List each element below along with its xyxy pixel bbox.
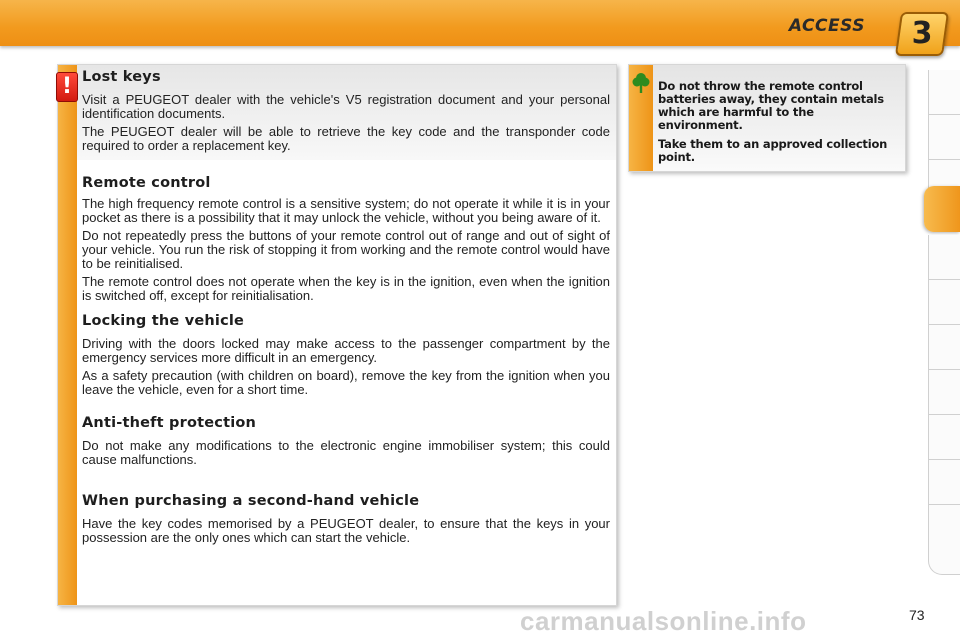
paragraph: Do not repeatedly press the buttons of your remote control out of range and out of sight of your vehicle. You run the risk of stopping it from working and the remote control would have to be reinitialised. xyxy=(82,228,610,271)
chapter-tab[interactable] xyxy=(928,530,960,575)
chapter-tab[interactable] xyxy=(928,460,960,505)
warning-content xyxy=(82,66,610,545)
paragraph: The high frequency remote control is a sensitive system; do not operate it while it is in your pocket as there is a possibility that it may unlock the vehicle, without you being aware of it. xyxy=(82,196,610,225)
chapter-tab[interactable] xyxy=(928,415,960,460)
chapter-title: ACCESS xyxy=(788,16,865,36)
section-heading-anti-theft: Anti-theft protection xyxy=(82,415,257,431)
paragraph: The PEUGEOT dealer will be able to retrieve the key code and the transponder code required to order a replacement key. xyxy=(82,124,610,153)
paragraph: As a safety precaution (with children on board), remove the key from the ignition when you leave the vehicle, even for a short time. xyxy=(82,368,610,397)
eco-paragraph: Do not throw the remote control batteries away, they contain metals which are harmful to the environment. xyxy=(658,79,884,132)
panel-accent-stripe xyxy=(58,65,77,605)
section-heading-remote-control: Remote control xyxy=(82,175,211,191)
chapter-tab[interactable] xyxy=(928,370,960,415)
chapter-tab[interactable] xyxy=(928,115,960,160)
chapter-tab[interactable] xyxy=(928,70,960,115)
eco-paragraph: Take them to an approved collection point. xyxy=(658,137,888,164)
section-heading-locking: Locking the vehicle xyxy=(82,313,245,329)
chapter-number: 3 xyxy=(911,16,933,51)
tree-icon xyxy=(632,72,650,94)
chapter-tab[interactable] xyxy=(928,235,960,280)
page-number: 73 xyxy=(909,607,925,623)
section-heading-lost-keys: Lost keys xyxy=(82,69,161,85)
paragraph: The remote control does not operate when the key is in the ignition, even when the ignition is switched off, except for reinitialisation. xyxy=(82,274,610,303)
chapter-tab-active[interactable] xyxy=(924,186,960,232)
eco-note xyxy=(658,80,900,164)
paragraph: Visit a PEUGEOT dealer with the vehicle's V5 registration document and your personal identification documents. xyxy=(82,92,610,121)
chapter-tab[interactable] xyxy=(928,325,960,370)
watermark: carmanualsonline.info xyxy=(520,606,807,636)
paragraph: Driving with the doors locked may make access to the passenger compartment by the emergency services more difficult in an emergency. xyxy=(82,336,610,365)
paragraph: Do not make any modifications to the electronic engine immobiliser system; this could cause malfunctions. xyxy=(82,438,610,467)
chapter-number-badge xyxy=(895,12,949,56)
section-heading-second-hand: When purchasing a second-hand vehicle xyxy=(82,493,420,509)
exclamation-icon: ! xyxy=(56,72,78,102)
paragraph: Have the key codes memorised by a PEUGEOT dealer, to ensure that the keys in your possession are the only ones which can start the vehicle. xyxy=(82,516,610,545)
chapter-tab[interactable] xyxy=(928,280,960,325)
